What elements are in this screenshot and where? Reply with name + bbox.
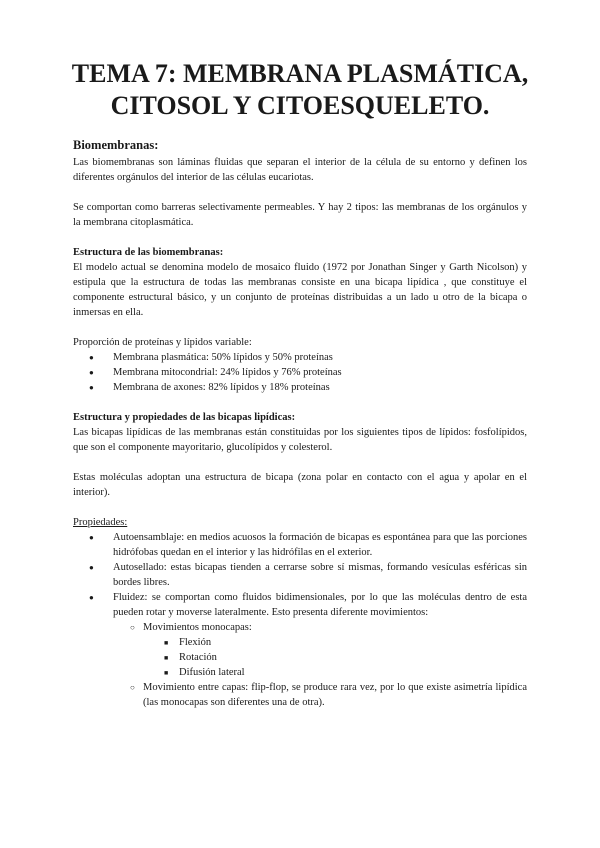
paragraph-biomembranas-types: Se comportan como barreras selectivamente permeables. Y hay 2 tipos: las membranas de los orgánulos y la membrana citoplasmática. xyxy=(73,202,527,228)
heading-estructura: Estructura de las biomembranas: xyxy=(73,247,224,258)
monocapas-list xyxy=(143,635,527,680)
list-item xyxy=(73,590,527,710)
title-line-1: TEMA 7: MEMBRANA PLASMÁTICA, xyxy=(71,59,529,88)
proporcion-list xyxy=(73,350,527,395)
propiedades-list xyxy=(73,530,527,710)
list-item: ● Membrana mitocondrial: 24% lípidos y 76% proteínas xyxy=(73,365,527,380)
document-body xyxy=(73,137,527,710)
paragraph-biomembranas-definition: Las biomembranas son láminas fluidas que separan el interior de la célula de su entorno y definen los diferentes orgánulos del interior de las células eucariotas. xyxy=(73,157,527,183)
list-item: ● Autosellado: estas bicapas tienden a cerrarse sobre sí mismas, formando vesículas esféricas sin bordes libres. xyxy=(73,560,527,590)
paragraph-proporcion: Proporción de proteínas y lípidos variable: xyxy=(73,337,252,348)
movimientos-list xyxy=(113,620,527,710)
fluidez-text: Fluidez: se comportan como fluidos bidimensionales, por lo que las moléculas dentro de esta pueden rotar y moverse lateralmente. Esto presenta diferente movimientos: xyxy=(113,592,527,618)
page-title xyxy=(40,58,560,122)
list-item: ● Membrana plasmática: 50% lípidos y 50% proteínas xyxy=(73,350,527,365)
list-item: ■ Flexión xyxy=(143,635,527,650)
paragraph-bicapas-estructura: Estas moléculas adoptan una estructura de bicapa (zona polar en contacto con el agua y apolar en el interior). xyxy=(73,472,527,498)
list-item: ● Membrana de axones: 82% lípidos y 18% proteínas xyxy=(73,380,527,395)
title-line-2: CITOSOL Y CITOESQUELETO. xyxy=(110,91,490,120)
paragraph-mosaico-fluido: El modelo actual se denomina modelo de mosaico fluido (1972 por Jonathan Singer y Garth Nicolson) y estipula que la estructura de todas las membranas consiste en una bicapa lipídica , que constituye el componente estructural básico, y un conjunto de proteínas distribuidas a un lado u otro de la bicapa o inmersas en ella. xyxy=(73,262,527,318)
heading-biomembranas: Biomembranas: xyxy=(73,138,159,152)
list-item: ○ Movimiento entre capas: flip-flop, se produce rara vez, por lo que existe asimetría lipídica (las monocapas son diferentes una de otra). xyxy=(113,680,527,710)
list-item: ■ Difusión lateral xyxy=(143,665,527,680)
mov-monocapas-text: Movimientos monocapas: xyxy=(143,622,252,633)
list-item: ● Autoensamblaje: en medios acuosos la formación de bicapas es espontánea para que las porciones hidrófobas quedan en el interior y las hidrófilas en el exterior. xyxy=(73,530,527,560)
paragraph-bicapas-lipidos: Las bicapas lipídicas de las membranas están constituidas por los siguientes tipos de lípidos: fosfolípidos, que son el componente mayoritario, glucolípidos y colesterol. xyxy=(73,427,527,453)
list-item: ■ Rotación xyxy=(143,650,527,665)
list-item xyxy=(113,620,527,680)
propiedades-label: Propiedades: xyxy=(73,517,128,528)
heading-bicapas: Estructura y propiedades de las bicapas lipídicas: xyxy=(73,412,296,423)
